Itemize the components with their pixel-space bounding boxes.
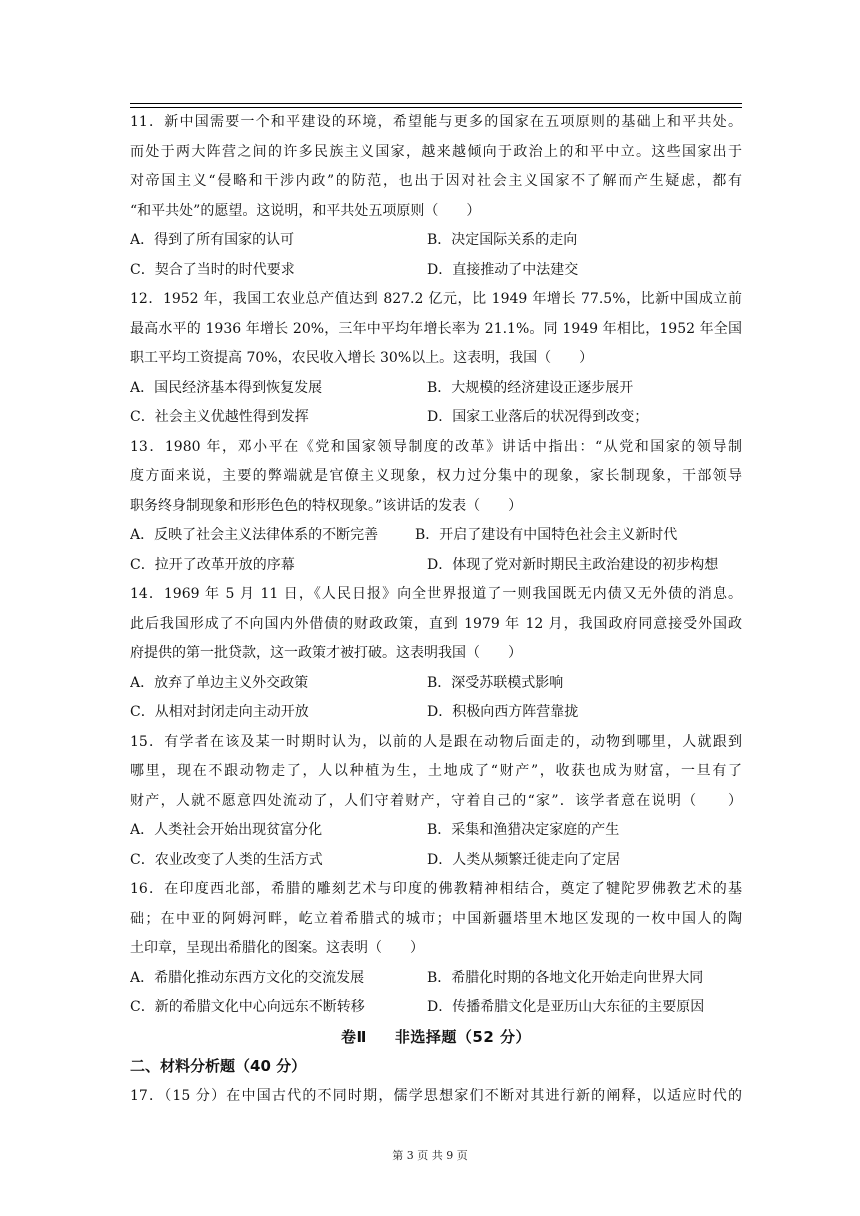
option-c: C．农业改变了人类的生活方式 [130,851,323,868]
options-row [130,256,742,286]
option-b: B．大规模的经济建设正逐步展开 [427,379,634,396]
question-13 [130,433,742,581]
question-text-line: 职工平均工资提高 70%，农民收入增长 30%以上。这表明，我国（ ） [130,350,594,366]
option-a: A．得到了所有国家的认可 [130,232,295,248]
question-17-first-line: 17．（15 分）在中国古代的不同时期，儒学思想家们不断对其进行新的阐释，以适应时代的 [130,1087,742,1104]
option-c: C．新的希腊文化中心向远东不断转移 [130,999,365,1015]
question-text-line: 此后我国形成了不向国内外借债的财政政策，直到 1979 年 12 月，我国政府同意接受外国政 [130,615,742,632]
question-text-line: 础；在中亚的阿姆河畔，屹立着希腊式的城市；中国新疆塔里木地区发现的一枚中国人的陶 [130,910,742,927]
options-row [130,551,742,581]
options-row [130,846,742,876]
section-number: 卷Ⅱ [341,1027,367,1046]
question-text-line: 哪里，现在不跟动物走了，人以种植为生，土地成了“财产”，收获也成为财富，一旦有了 [130,763,742,779]
question-text-line: 财产，人就不愿意四处流动了，人们守着财产，守着自己的“家”．该学者意在说明（ ） [130,792,742,809]
option-c: C．从相对封闭走向主动开放 [130,704,309,720]
options-row [130,669,742,699]
options-row [130,964,742,994]
question-text-line: 土印章，呈现出希腊化的图案。这表明（ ） [130,940,424,956]
option-c: C．拉开了改革开放的序幕 [130,556,295,573]
option-d: D．直接推动了中法建交 [427,261,579,278]
question-16 [130,875,742,1023]
option-b: B．决定国际关系的走向 [427,232,578,248]
question-text-line: 13．1980 年，邓小平在《党和国家领导制度的改革》讲话中指出：“从党和国家的领导制 [130,438,742,455]
question-text-line: 职务终身制现象和形形色色的特权现象。”该讲话的发表（ ） [130,497,523,514]
options-row [130,521,742,551]
question-text-line: 16．在印度西北部，希腊的雕刻艺术与印度的佛教精神相结合，奠定了犍陀罗佛教艺术的基 [130,881,742,897]
question-text-line: 14．1969 年 5 月 11 日，《人民日报》向全世界报道了一则我国既无内债又无外债的消息。 [130,586,742,602]
option-a: A．放弃了单边主义外交政策 [130,674,309,691]
question-text-line: 对帝国主义“侵略和干涉内政”的防范，也出于因对社会主义国家不了解而产生疑虑，都有 [130,173,742,189]
question-text-line: “和平共处”的愿望。这说明，和平共处五项原则（ ） [130,202,481,219]
option-d: D．传播希腊文化是亚历山大东征的主要原因 [427,999,705,1015]
question-11 [130,108,742,285]
option-d: D．体现了党对新时期民主政治建设的初步构想 [427,556,719,573]
question-15 [130,728,742,876]
question-text-line: 而处于两大阵营之间的许多民族主义国家，越来越倾向于政治上的和平中立。这些国家出于 [130,143,742,160]
question-12 [130,285,742,433]
option-a: A．人类社会开始出现贫富分化 [130,822,323,838]
page-footer: 第 3 页 共 9 页 [392,1149,468,1162]
options-row [130,993,742,1023]
option-b: B．希腊化时期的各地文化开始走向世界大同 [427,969,704,986]
question-text-line: 11．新中国需要一个和平建设的环境，希望能与更多的国家在五项原则的基础上和平共处。 [130,114,742,130]
section-title: 非选择题（52 分） [394,1027,531,1046]
section-heading [130,1023,742,1053]
question-text-line: 度方面来说，主要的弊端就是官僚主义现象，权力过分集中的现象，家长制现象，干部领导 [130,468,742,484]
option-b: B．采集和渔猎决定家庭的产生 [427,822,620,838]
option-d: D．人类从频繁迁徙走向了定居 [427,851,621,868]
header-rule-top [130,103,742,104]
question-text-line: 府提供的第一批贷款，这一政策才被打破。这表明我国（ ） [130,645,522,661]
options-row [130,226,742,256]
question-text-line: 最高水平的 1936 年增长 20%，三年中平均年增长率为 21.1%。同 1949 年相比，1952 年全国 [130,320,742,337]
options-row [130,374,742,404]
option-a: A．希腊化推动东西方文化的交流发展 [130,969,365,986]
option-b: B．深受苏联模式影响 [427,674,564,691]
options-row [130,816,742,846]
option-a: A．国民经济基本得到恢复发展 [130,379,323,396]
options-row [130,698,742,728]
options-row [130,403,742,433]
option-c: C．契合了当时的时代要求 [130,261,295,278]
question-14 [130,580,742,728]
option-d: D．积极向西方阵营靠拢 [427,704,579,720]
part-heading: 二、材料分析题（40 分） [130,1057,307,1075]
option-a: A．反映了社会主义法律体系的不断完善 [130,527,379,543]
option-c: C．社会主义优越性得到发挥 [130,409,309,425]
question-text-line: 12．1952 年，我国工农业总产值达到 827.2 亿元，比 1949 年增长 77.5%，比新中国成立前 [130,291,742,307]
question-text-line: 15．有学者在该及某一时期时认为，以前的人是跟在动物后面走的，动物到哪里，人就跟到 [130,733,742,750]
option-d: D．国家工业落后的状况得到改变； [427,409,649,425]
page-content [130,108,742,1111]
option-b: B．开启了建设有中国特色社会主义新时代 [415,527,678,543]
